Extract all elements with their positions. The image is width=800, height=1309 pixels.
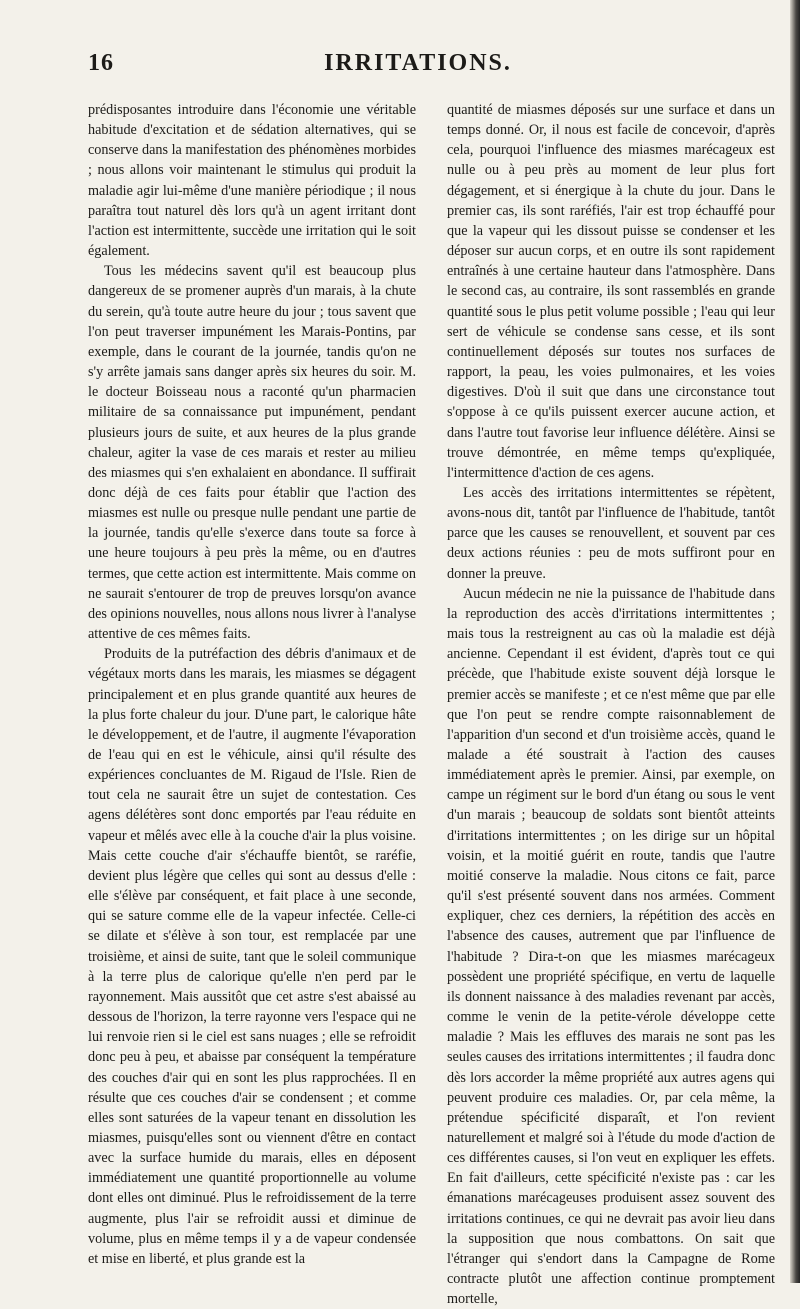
paragraph: Tous les médecins savent qu'il est beaucoup plus dangereux de se promener auprès d'un marais, à la chute du serein, qu'à toute autre heure du jour ; tous savent que l'on peut traverser impunément les Marais-Pontins, par exemple, dans le courant de la journée, tandis qu'on ne s'y arrête jamais sans danger après six heures du soir. M. le docteur Boisseau nous a raconté qu'un pharmacien militaire de sa connaissance put impunément, pendant plusieurs jours de suite, et aux heures de la plus grande chaleur, agiter la vase de ces marais et rester au milieu des miasmes qui s'en exhalaient en abondance. Il suffirait donc déjà de ces faits pour établir que l'action des miasmes est nulle ou presque nulle pendant une partie de la journée, tandis qu'elle s'exerce dans toute sa force à une heure toujours à peu près la même, ou en d'autres termes, que cette action est intermittente. Mais comme on ne saurait s'entourer de trop de preuves lorsqu'on avance des opinions nouvelles, nous allons nous livrer à l'analyse attentive de ces mêmes faits. bbox=[88, 263, 416, 643]
paragraph: quantité de miasmes déposés sur une surface et dans un temps donné. Or, il nous est facile de concevoir, d'après cela, pourquoi l'influence des miasmes marécageux est nulle ou à peu près au moment de leur plus fort dégagement, et si énergique à la chute du jour. Dans le premier cas, ils sont raréfiés, l'air est trop échauffé pour que la vapeur qui les dissout puisse se condenser et les déposer sur aucun corps, et en outre ils sont rapidement entraînés à une certaine hauteur dans l'atmosphère. Dans le second cas, au contraire, ils sont rassemblés en grande quantité sous le plus petit volume possible ; l'eau qui leur sert de véhicule se condense sans cesse, et ils sont continuellement déposés sur toutes nos surfaces de rapport, la peau, les voies pulmonaires, et les voies digestives. D'où il suit que dans une circonstance tout s'oppose à ce qu'ils puissent exercer aucune action, et dans l'autre tout favorise leur influence délétère. Ainsi se trouve démontrée, en même temps qu'expliquée, l'intermittence d'action de ces agens. bbox=[447, 102, 775, 481]
paragraph: Produits de la putréfaction des débris d'animaux et de végétaux morts dans les marais, les miasmes se dégagent principalement et en plus grande quantité aux heures de la plus forte chaleur du jour. D'une part, le calorique hâte le développement, et de l'autre, il augmente l'évaporation de l'eau qui en est le véhicule, ainsi qu'il résulte des expériences concluantes de M. Rigaud de l'Isle. Rien de tout cela ne saurait être un sujet de contestation. Ces agens délétères sont donc emportés par l'eau réduite en vapeur et mêlés avec elle à la couche d'air la plus voisine. Mais cette couche d'air s'échauffe bientôt, se raréfie, devient plus légère que celles qui sont au dessus d'elle : elle s'élève par conséquent, et fait place à une seconde, qui se sature comme elle de la vapeur infectée. Celle-ci se dilate et s'élève à son tour, est remplacée par une troisième, et ainsi de suite, tant que le soleil communique à la terre plus de calorique qu'elle n'en perd par le rayonnement. Mais aussitôt que cet astre s'est abaissé au dessous de l'horizon, la terre rayonne vers l'espace qui ne lui renvoie rien si le ciel est sans nuages ; elle se refroidit donc peu à peu, et abaisse par conséquent la température des couches d'air qui en sont les plus rapprochées. Il en résulte que ces couches d'air se condensent ; et comme elles sont saturées de la vapeur tenant en dissolution les miasmes, puisqu'elles sont ou viennent d'être en contact avec la surface humide du marais, elles en déposent immédiatement une quantité proportionnelle au volume dont elles ont diminué. Plus le refroidissement de la terre augmente, plus l'air se refroidit aussi et diminue de volume, plus en même temps il y a de vapeur condensée et mise en liberté, et plus grande est la bbox=[88, 646, 416, 1267]
page-edge-shadow bbox=[790, 0, 800, 1283]
running-title: IRRITATIONS. bbox=[324, 50, 512, 76]
page-number: 16 bbox=[88, 50, 114, 76]
paragraph: prédisposantes introduire dans l'économie une véritable habitude d'excitation et de sédation alternatives, qui se conserve dans la manifestation des phénomènes morbides ; nous allons voir maintenant le stimulus qui produit la maladie agir lui-même d'une manière périodique ; il nous paraîtra tout naturel dès lors qu'à un agent irritant dont l'action est intermittente, succède une irritation qui le soit également. bbox=[88, 102, 416, 260]
page-header bbox=[88, 50, 748, 90]
paragraph: Aucun médecin ne nie la puissance de l'habitude dans la reproduction des accès d'irritations intermittentes ; mais tous la restreignent au cas où la maladie est déjà ancienne. Cependant il est évident, d'après tout ce qui précède, que l'habitude existe souvent déjà lorsque le premier accès se manifeste ; et ce n'est même que par elle que l'on peut se rendre compte raisonnablement de l'apparition d'un second et d'un troisième accès, quand le malade a été soustrait à l'action des causes immédiatement après le premier. Ainsi, par exemple, on campe un régiment sur le bord d'un étang ou sous le vent d'un marais ; beaucoup de soldats sont bientôt atteints d'irritations intermittentes ; on les dirige sur un hôpital voisin, et la moitié guérit en route, tandis que l'autre moitié conserve la maladie. Nous citons ce fait, parce qu'il s'est présenté souvent dans nos armées. Comment expliquer, chez ces derniers, la répétition des accès en l'absence des causes, autrement que par l'influence de l'habitude ? Dira-t-on que les miasmes marécageux possèdent une propriété spécifique, en vertu de laquelle ils donnent naissance à des maladies revenant par accès, comme le venin de la petite-vérole développe cette maladie ? Mais les effluves des marais ne sont pas les seules causes des irritations intermittentes ; il faudra donc dès lors accorder la même propriété aux autres agens qui peuvent produire ces maladies. Or, par cela même, la prétendue spécificité disparaît, et l'on revient naturellement et malgré soi à l'étude du mode d'action de ces différentes causes, si l'on veut en expliquer les effets. En fait d'ailleurs, cette spécificité n'existe pas : car les émanations marécageuses produisent assez souvent des irritations continues, ce qui ne devrait pas avoir lieu dans la supposition que nous combattons. On sait que l'étranger qui s'endort dans la Campagne de Rome contracte plutôt une affection continue promptement mortelle, bbox=[447, 585, 775, 1308]
paragraph: Les accès des irritations intermittentes se répètent, avons-nous dit, tantôt par l'influence de l'habitude, tantôt parce que les causes se renouvellent, et souvent par ces deux actions réunies : peu de mots suffiront pour en donner la preuve. bbox=[447, 484, 775, 582]
right-column bbox=[447, 100, 775, 1309]
left-column bbox=[88, 100, 416, 1269]
